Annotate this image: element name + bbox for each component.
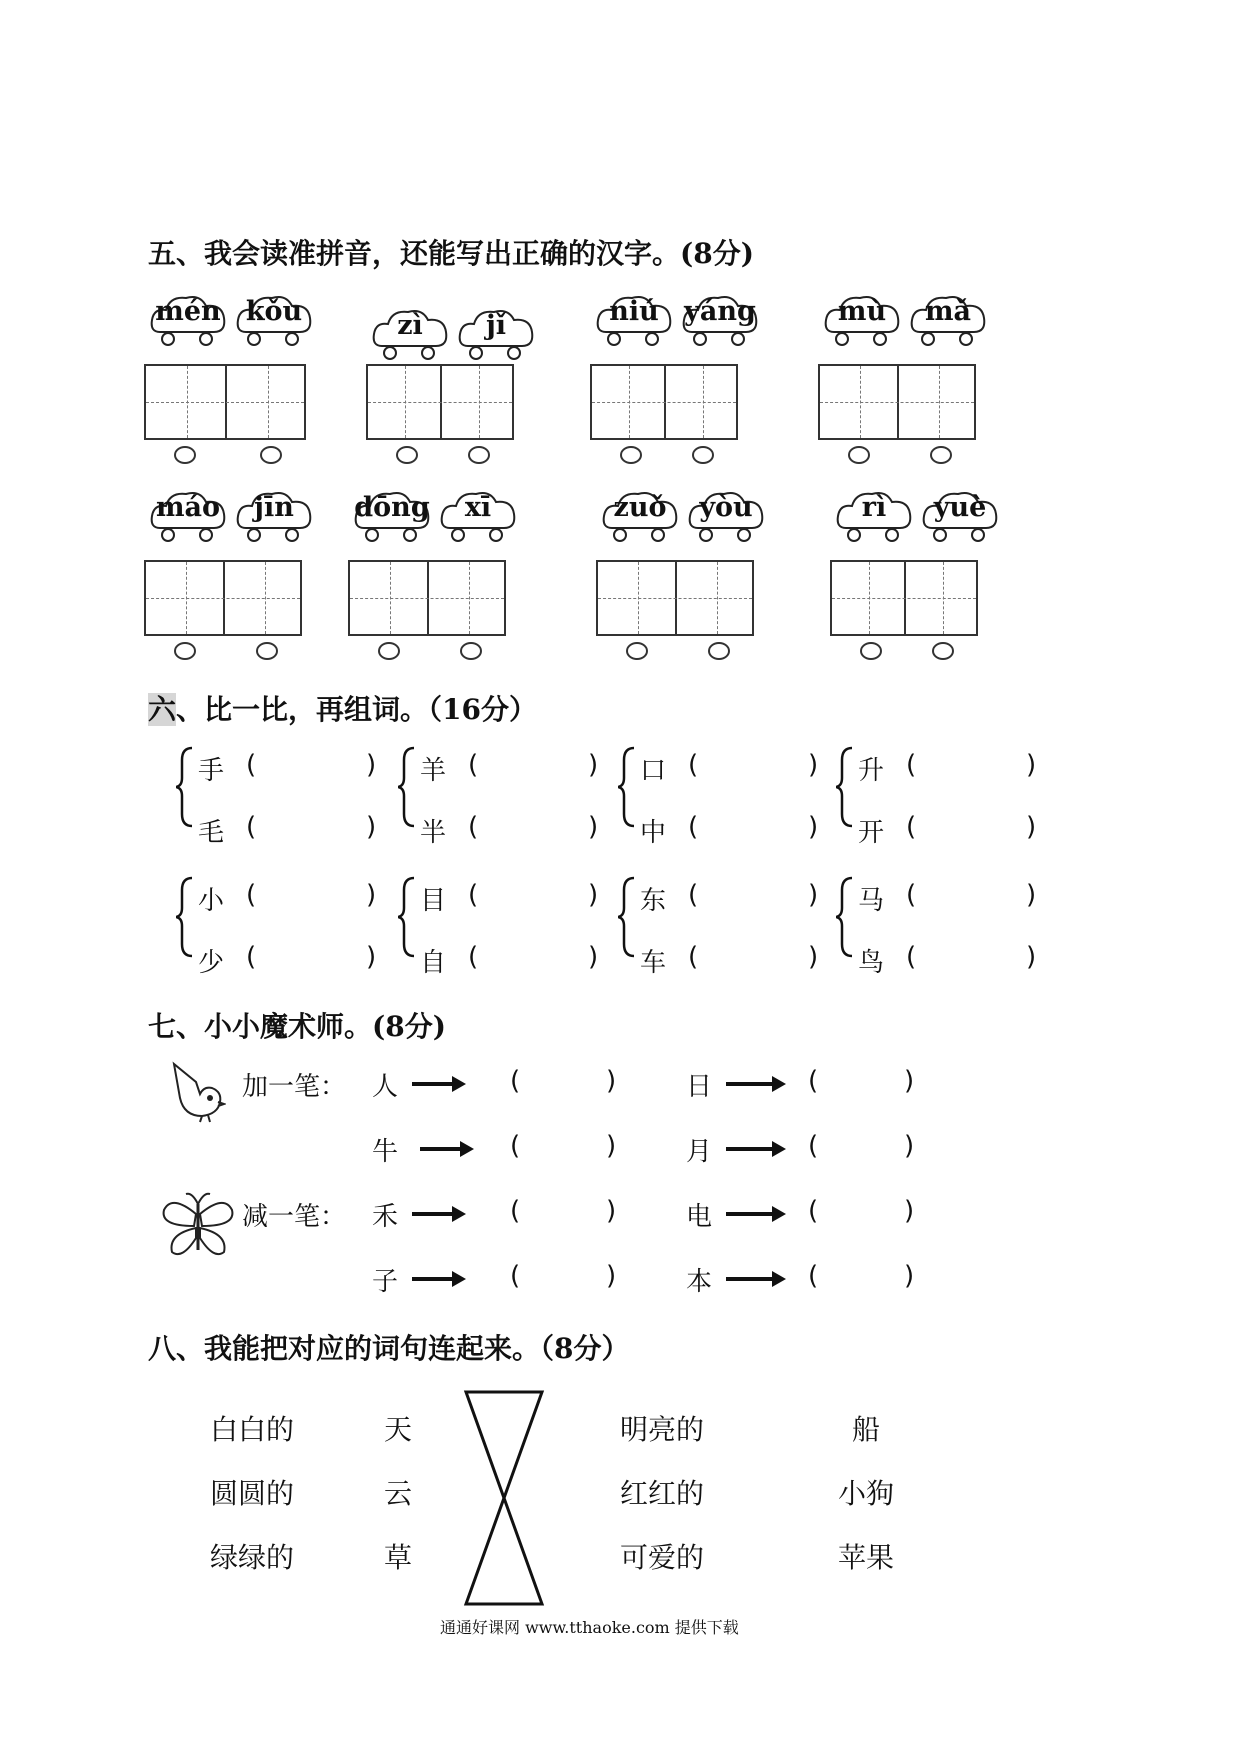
cloud-car-2 xyxy=(910,292,986,350)
paren-close: ) xyxy=(1026,942,1037,972)
paren-close: ) xyxy=(588,880,599,910)
pinyin-1: niú xyxy=(609,296,659,327)
compare-char: 小 xyxy=(198,886,225,916)
paren-close: ) xyxy=(904,1066,915,1096)
compare-char: 升 xyxy=(858,756,885,786)
brace-icon xyxy=(618,876,638,962)
paren-open: ( xyxy=(246,750,257,780)
arrow-icon xyxy=(726,1082,776,1086)
guide-line xyxy=(146,598,300,599)
compare-char: 开 xyxy=(858,818,885,848)
cloud-car-1 xyxy=(836,488,912,546)
right-noun[interactable]: 小狗 xyxy=(838,1477,895,1510)
left-noun[interactable]: 草 xyxy=(384,1541,413,1574)
brace-icon xyxy=(836,876,856,962)
paren-open: ( xyxy=(468,942,479,972)
cloud-car-2 xyxy=(440,488,516,546)
section-6-title-text: 、比一比，再组词。（16分） xyxy=(176,693,537,726)
bird-icon xyxy=(166,1058,226,1124)
compare-char: 车 xyxy=(640,948,667,978)
train-wheel xyxy=(174,446,196,464)
paren-open: ( xyxy=(906,750,917,780)
paren-close: ) xyxy=(808,880,819,910)
left-adjective[interactable]: 绿绿的 xyxy=(210,1541,295,1574)
pinyin-1: mén xyxy=(155,296,221,327)
writing-box[interactable] xyxy=(596,560,754,636)
train-wheel xyxy=(468,446,490,464)
source-char: 月 xyxy=(686,1137,713,1167)
train-wheel xyxy=(460,642,482,660)
train-wheel xyxy=(260,446,282,464)
paren-open: ( xyxy=(468,750,479,780)
paren-open: ( xyxy=(688,812,699,842)
cloud-car-1 xyxy=(372,306,448,364)
paren-close: ) xyxy=(606,1131,617,1161)
source-char: 人 xyxy=(372,1072,399,1102)
paren-close: ) xyxy=(1026,880,1037,910)
brace-icon xyxy=(176,876,196,962)
paren-open: ( xyxy=(808,1066,819,1096)
train-wheel xyxy=(174,642,196,660)
paren-open: ( xyxy=(246,942,257,972)
arrow-icon xyxy=(726,1212,776,1216)
paren-open: ( xyxy=(906,942,917,972)
paren-open: ( xyxy=(468,812,479,842)
paren-open: ( xyxy=(808,1131,819,1161)
paren-open: ( xyxy=(688,880,699,910)
pinyin-2: xī xyxy=(464,492,492,523)
paren-close: ) xyxy=(588,750,599,780)
guide-line xyxy=(368,402,512,403)
section-6-title xyxy=(148,688,537,728)
right-noun[interactable]: 苹果 xyxy=(838,1541,895,1574)
compare-char: 口 xyxy=(640,756,667,786)
arrow-icon xyxy=(420,1147,464,1151)
paren-close: ) xyxy=(366,942,377,972)
cloud-car-1 xyxy=(596,292,672,350)
cloud-car-2 xyxy=(922,488,998,546)
paren-open: ( xyxy=(808,1261,819,1291)
compare-char: 半 xyxy=(420,818,447,848)
compare-char: 自 xyxy=(420,948,447,978)
writing-box[interactable] xyxy=(590,364,738,440)
cloud-car-2 xyxy=(688,488,764,546)
train-wheel xyxy=(930,446,952,464)
right-noun[interactable]: 船 xyxy=(852,1413,881,1446)
left-adjective[interactable]: 圆圆的 xyxy=(210,1477,295,1510)
paren-close: ) xyxy=(808,942,819,972)
guide-line xyxy=(598,598,752,599)
pinyin-2: yáng xyxy=(684,296,756,327)
source-char: 禾 xyxy=(372,1202,399,1232)
paren-close: ) xyxy=(606,1066,617,1096)
right-adjective[interactable]: 红红的 xyxy=(620,1477,705,1510)
sub-stroke-label: 减一笔： xyxy=(242,1202,347,1232)
compare-char: 鸟 xyxy=(858,948,885,978)
train-wheel xyxy=(256,642,278,660)
source-char: 子 xyxy=(372,1267,399,1297)
train-wheel xyxy=(692,446,714,464)
compare-char: 羊 xyxy=(420,756,447,786)
paren-close: ) xyxy=(588,942,599,972)
cloud-car-2 xyxy=(682,292,758,350)
cloud-car-2 xyxy=(236,488,312,546)
paren-close: ) xyxy=(606,1196,617,1226)
arrow-icon xyxy=(726,1147,776,1151)
paren-open: ( xyxy=(510,1261,521,1291)
compare-char: 目 xyxy=(420,886,447,916)
paren-open: ( xyxy=(510,1196,521,1226)
left-noun[interactable]: 云 xyxy=(384,1477,413,1510)
brace-icon xyxy=(836,746,856,832)
writing-box[interactable] xyxy=(366,364,514,440)
train-wheel xyxy=(860,642,882,660)
left-noun[interactable]: 天 xyxy=(384,1413,413,1446)
left-adjective[interactable]: 白白的 xyxy=(210,1413,295,1446)
guide-line xyxy=(350,598,504,599)
brace-icon xyxy=(398,876,418,962)
paren-close: ) xyxy=(588,812,599,842)
train-wheel xyxy=(932,642,954,660)
writing-box[interactable] xyxy=(144,364,306,440)
footer-source: 通通好课网 www.tthaoke.com 提供下载 xyxy=(440,1618,739,1637)
pinyin-2: kǒu xyxy=(245,296,303,327)
pinyin-1: rì xyxy=(861,492,887,523)
paren-open: ( xyxy=(510,1131,521,1161)
pinyin-1: zì xyxy=(397,310,423,341)
paren-close: ) xyxy=(808,812,819,842)
arrow-icon xyxy=(726,1277,776,1281)
cloud-car-2 xyxy=(236,292,312,350)
train-wheel xyxy=(848,446,870,464)
right-adjective[interactable]: 明亮的 xyxy=(620,1413,705,1446)
compare-char: 中 xyxy=(640,818,667,848)
cloud-car-1 xyxy=(602,488,678,546)
train-wheel xyxy=(708,642,730,660)
train-wheel xyxy=(620,446,642,464)
paren-close: ) xyxy=(904,1196,915,1226)
paren-close: ) xyxy=(1026,750,1037,780)
paren-close: ) xyxy=(366,880,377,910)
compare-char: 少 xyxy=(198,948,225,978)
guide-line xyxy=(592,402,736,403)
paren-open: ( xyxy=(468,880,479,910)
paren-open: ( xyxy=(688,750,699,780)
paren-close: ) xyxy=(606,1261,617,1291)
paren-close: ) xyxy=(904,1261,915,1291)
guide-line xyxy=(832,598,976,599)
section-5-title: 五、我会读准拼音，还能写出正确的汉字。(8分) xyxy=(148,237,754,270)
guide-line xyxy=(146,402,304,403)
brace-icon xyxy=(176,746,196,832)
add-stroke-label: 加一笔： xyxy=(242,1072,347,1102)
paren-open: ( xyxy=(246,880,257,910)
cloud-car-1 xyxy=(150,292,226,350)
paren-close: ) xyxy=(904,1131,915,1161)
right-adjective[interactable]: 可爱的 xyxy=(620,1541,705,1574)
cloud-car-1 xyxy=(824,292,900,350)
arrow-icon xyxy=(412,1277,456,1281)
pinyin-2: yuè xyxy=(933,492,987,523)
writing-box[interactable] xyxy=(144,560,302,636)
compare-char: 东 xyxy=(640,886,667,916)
hourglass-drawing xyxy=(462,1388,546,1608)
writing-box[interactable] xyxy=(830,560,978,636)
train-wheel xyxy=(396,446,418,464)
section-8-title: 八、我能把对应的词句连起来。（8分） xyxy=(148,1332,630,1365)
source-char: 电 xyxy=(686,1202,713,1232)
paren-open: ( xyxy=(246,812,257,842)
cloud-car-1 xyxy=(354,488,430,546)
cloud-car-1 xyxy=(150,488,226,546)
compare-char: 毛 xyxy=(198,818,225,848)
arrow-icon xyxy=(412,1212,456,1216)
section-7-title: 七、小小魔术师。(8分) xyxy=(148,1010,446,1043)
pinyin-2: yòu xyxy=(699,492,753,523)
paren-open: ( xyxy=(906,880,917,910)
brace-icon xyxy=(398,746,418,832)
pinyin-1: mù xyxy=(837,296,887,327)
pinyin-2: jǐ xyxy=(485,310,507,341)
compare-char: 手 xyxy=(198,756,225,786)
writing-box[interactable] xyxy=(348,560,506,636)
cloud-car-2 xyxy=(458,306,534,364)
section-6-number: 六 xyxy=(148,693,177,726)
paren-close: ) xyxy=(366,750,377,780)
paren-open: ( xyxy=(808,1196,819,1226)
brace-icon xyxy=(618,746,638,832)
butterfly-icon xyxy=(158,1190,238,1262)
pinyin-2: jīn xyxy=(254,492,294,523)
compare-char: 马 xyxy=(858,886,885,916)
paren-open: ( xyxy=(906,812,917,842)
paren-open: ( xyxy=(510,1066,521,1096)
paren-open: ( xyxy=(688,942,699,972)
pinyin-1: zuǒ xyxy=(613,492,667,523)
guide-line xyxy=(820,402,974,403)
train-wheel xyxy=(626,642,648,660)
pinyin-1: dōng xyxy=(354,492,430,523)
source-char: 本 xyxy=(686,1267,713,1297)
source-char: 牛 xyxy=(372,1137,399,1167)
paren-close: ) xyxy=(1026,812,1037,842)
train-wheel xyxy=(378,642,400,660)
paren-close: ) xyxy=(366,812,377,842)
source-char: 日 xyxy=(686,1072,713,1102)
pinyin-1: máo xyxy=(155,492,221,523)
writing-box[interactable] xyxy=(818,364,976,440)
paren-close: ) xyxy=(808,750,819,780)
pinyin-2: mǎ xyxy=(924,296,972,327)
arrow-icon xyxy=(412,1082,456,1086)
